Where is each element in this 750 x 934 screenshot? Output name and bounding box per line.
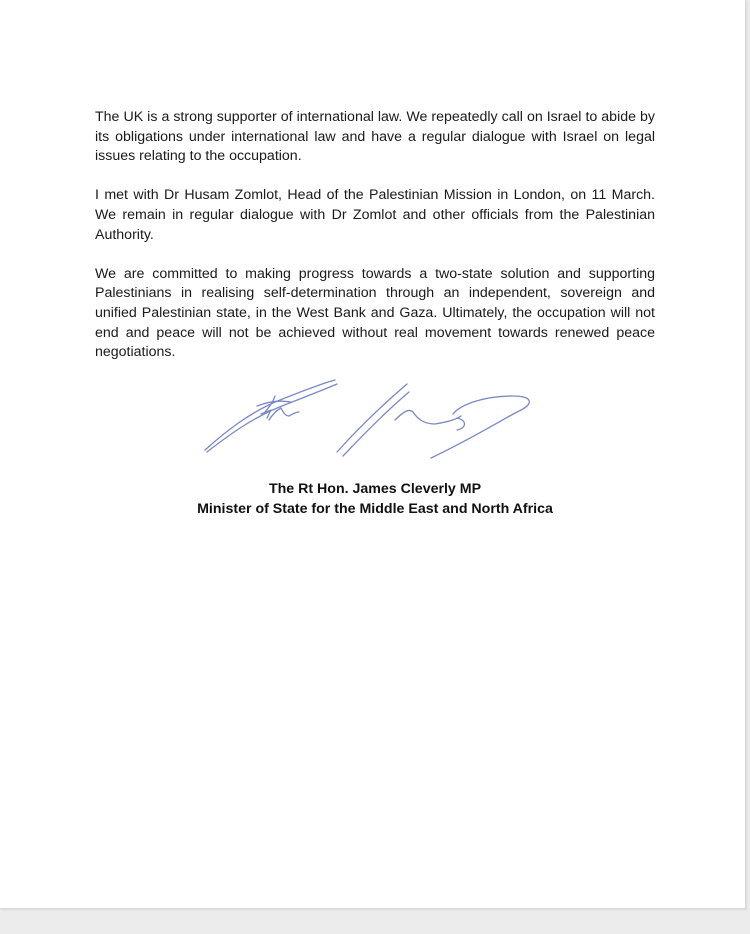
letter-body: [95, 108, 655, 382]
paragraph-international-law: The UK is a strong supporter of international law. We repeatedly call on Israel to abide by its obligations under international law and have a regular dialogue with Israel on legal issues relating to the occupation.: [95, 109, 655, 165]
signature-image: [195, 372, 540, 464]
handwritten-signature: [195, 372, 540, 464]
signatory-name: The Rt Hon. James Cleverly MP: [268, 481, 482, 497]
paragraph-two-state-solution: We are committed to making progress towards a two-state solution and supporting Palestinians in realising self-determination through an independent, sovereign and unified Palestinian state, in the West Bank and Gaza. Ultimately, the occupation will not end and peace will not be achieved without real movement towards renewed peace negotiations.: [95, 265, 655, 361]
signatory-block: [95, 479, 655, 519]
signatory-title: Minister of State for the Middle East and North Africa: [197, 501, 553, 517]
paragraph-palestinian-mission: I met with Dr Husam Zomlot, Head of the Palestinian Mission in London, on 11 March. We remain in regular dialogue with Dr Zomlot and other officials from the Palestinian Authority.: [95, 187, 655, 243]
